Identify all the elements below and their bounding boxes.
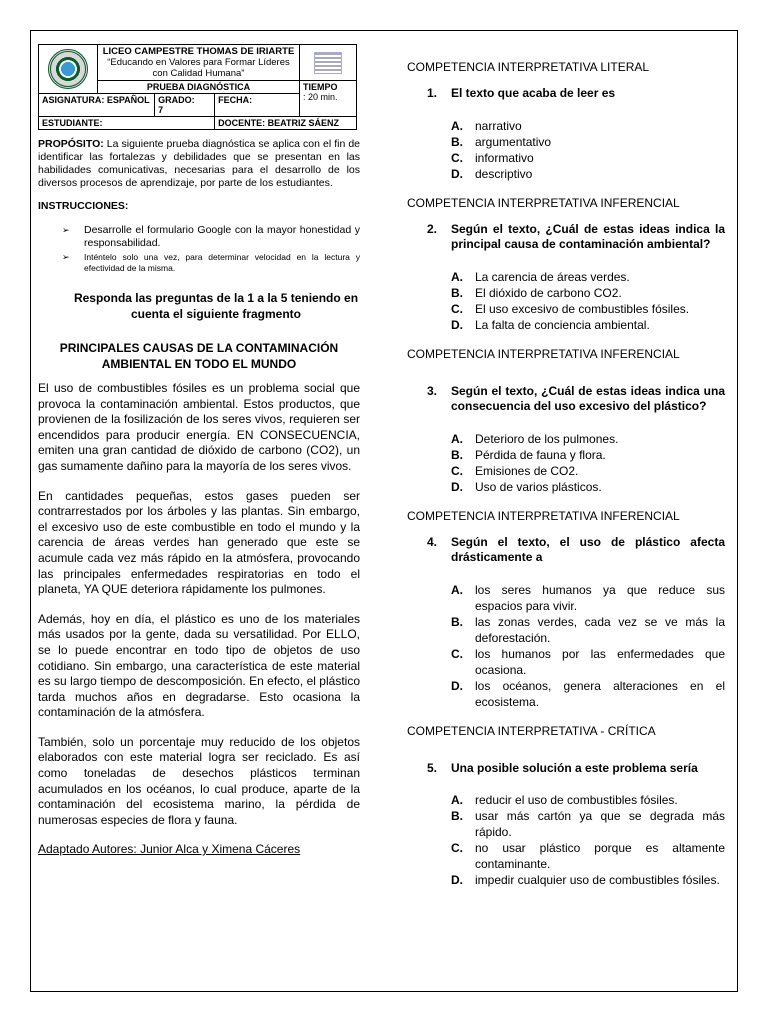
question-1 [407, 86, 725, 102]
reading-paragraph: También, solo un porcentaje muy reducido de los objetos elaborados con este material logra ser reciclado. Es así como toneladas de desechos plásticos terminan acumulados en los océanos, lo cual produce, aparte de la contaminación del ecosistema marino, la pérdida de numerosas especies de flora y fauna. [38, 734, 360, 827]
option-text: descriptivo [475, 166, 533, 181]
school-seal-icon [48, 49, 88, 89]
government-logo-icon [314, 52, 342, 74]
option-text: La falta de conciencia ambiental. [475, 317, 650, 332]
government-logo-cell [300, 45, 357, 81]
right-column [407, 60, 725, 888]
source-credit: Adaptado Autores: Junior Alca y Ximena Cáceres [38, 842, 301, 857]
time-value: : 20 min. [303, 92, 338, 102]
option-letter: A. [451, 118, 463, 133]
option [451, 447, 725, 463]
competency-heading: COMPETENCIA INTERPRETATIVA INFERENCIAL [407, 508, 680, 523]
option [451, 808, 725, 840]
option-text: argumentativo [475, 134, 552, 149]
purpose-label: PROPÓSITO: [38, 138, 104, 150]
option-text: impedir cualquier uso de combustibles fósiles. [475, 873, 720, 887]
option-text: los seres humanos ya que reduce sus espacios para vivir. [475, 582, 725, 613]
question-text: El texto que acaba de leer es [451, 86, 616, 100]
option [451, 678, 725, 710]
option-letter: D. [451, 678, 463, 693]
school-name: LICEO CAMPESTRE THOMAS DE IRIARTE [102, 46, 295, 57]
option [451, 150, 725, 166]
option-letter: C. [451, 463, 463, 478]
school-motto: “Educando en Valores para Formar Líderes con Calidad Humana” [107, 57, 290, 79]
option [451, 840, 725, 872]
question-number: 1. [427, 86, 438, 100]
time-cell [300, 81, 357, 117]
reading-paragraph: El uso de combustibles fósiles es un problema social que provoca la contaminación ambiental. Estos productos, que provienen de la fosilización de los seres vivos, requieren ser encendidos para producir energía. EN CONSECUENCIA, emiten una gran cantidad de dióxido de carbono (CO2), un gas sumamente dañino para la mayoría de los seres vivos. [38, 381, 360, 473]
option [451, 463, 725, 479]
option [451, 646, 725, 678]
option-letter: C. [451, 301, 463, 316]
option-text: El dióxido de carbono CO2. [475, 285, 622, 300]
option-text: no usar plástico porque es altamente contaminante. [475, 841, 725, 871]
option-letter: A. [451, 793, 463, 807]
option-text: narrativo [475, 118, 522, 133]
options-list [407, 431, 725, 495]
grade-value: 7 [158, 105, 164, 115]
option-letter: B. [451, 614, 463, 629]
reading-title: PRINCIPALES CAUSAS DE LA CONTAMINACIÓN AMBIENTAL EN TODO EL MUNDO [59, 341, 339, 371]
option-text: los océanos, genera alteraciones en el ecosistema. [475, 678, 725, 709]
instruction-text: Desarrolle el formulario Google con la mayor honestidad y responsabilidad. [84, 224, 360, 249]
option [451, 582, 725, 614]
reading-paragraph: Además, hoy en día, el plástico es uno de los materiales más usados por la gente, dada su versatilidad. Por ELLO, se lo puede encontrar en todo tipo de objetos de uso cotidiano. Sin embargo, una característica de este material es su largo tiempo de descomposición. En efecto, el plástico tarda muchos años en degradarse. Esto ocasiona la contaminación de la atmósfera. [38, 611, 360, 720]
question-text: Una posible solución a este problema sería [451, 760, 698, 775]
option [451, 792, 725, 808]
option-letter: B. [451, 134, 463, 149]
instructions-title: INSTRUCCIONES: [38, 200, 129, 212]
option-text: Pérdida de fauna y flora. [475, 447, 606, 462]
option [451, 614, 725, 646]
question-2 [407, 222, 725, 253]
option [451, 166, 725, 182]
arrow-bullet-icon: ➢ [62, 225, 70, 235]
option-text: reducir el uso de combustibles fósiles. [475, 793, 678, 807]
option-letter: C. [451, 841, 463, 855]
option [451, 872, 725, 888]
test-name: PRUEBA DIAGNÓSTICA [98, 81, 300, 94]
option-text: usar más cartón ya que se degrada más rápido. [475, 809, 725, 839]
question-text: Según el texto, ¿Cuál de estas ideas indica la principal causa de contaminación ambiental? [451, 221, 725, 251]
option [451, 118, 725, 134]
option-letter: B. [451, 447, 463, 462]
teacher-label: DOCENTE: [218, 118, 266, 128]
option-letter: C. [451, 646, 463, 661]
option [451, 134, 725, 150]
option [451, 285, 725, 301]
school-logo-cell [39, 45, 98, 94]
time-label: TIEMPO [303, 82, 338, 92]
question-number: 2. [427, 221, 438, 236]
grade-label: GRADO: [158, 95, 195, 105]
question-5 [407, 761, 725, 777]
grade-cell [155, 94, 215, 117]
option-letter: C. [451, 150, 463, 165]
option-text: La carencia de áreas verdes. [475, 269, 630, 284]
question-text: Según el texto, ¿Cuál de estas ideas indica una consecuencia del uso excesivo del plástico? [451, 383, 725, 413]
options-list [407, 792, 725, 888]
teacher-name: BEATRIZ SÁENZ [267, 118, 340, 128]
option [451, 301, 725, 317]
options-list [407, 118, 725, 182]
purpose-text: La siguiente prueba diagnóstica se aplica con el fin de identificar las fortalezas y debilidades que se presentan en las habilidades comunicativas, necesarias para el desarrollo de los diversos procesos de aprendizaje, por parte de los estudiantes. [38, 138, 360, 189]
competency-heading: COMPETENCIA INTERPRETATIVA INFERENCIAL [407, 346, 680, 361]
option-letter: D. [451, 873, 463, 887]
option [451, 479, 725, 495]
instruction-text: Inténtelo solo una vez, para determinar velocidad en la lectura y efectividad de la misma. [84, 252, 360, 273]
options-list [407, 269, 725, 333]
reading-paragraph: En cantidades pequeñas, estos gases pueden ser contrarrestados por los árboles y las plantas. Sin embargo, el excesivo uso de este combustible en todo el mundo y la carencia de áreas verdes han generado que este se acumule cada vez más rápido en la atmósfera, provocando las principales enfermedades respiratorias en todo el planeta, YA QUE deteriora rápidamente los pulmones. [38, 488, 360, 597]
instruction-item [62, 252, 360, 274]
student-label: ESTUDIANTE: [39, 117, 215, 130]
option-text: los humanos por las enfermedades que ocasiona. [475, 646, 725, 677]
option [451, 269, 725, 285]
instruction-item [62, 224, 360, 250]
question-3 [407, 384, 725, 415]
school-info [98, 45, 300, 81]
option-letter: B. [451, 809, 463, 823]
question-4 [407, 535, 725, 566]
teacher-cell [215, 117, 357, 130]
competency-heading: COMPETENCIA INTERPRETATIVA LITERAL [407, 60, 650, 74]
competency-heading: COMPETENCIA INTERPRETATIVA - CRÍTICA [407, 723, 656, 738]
instructions-list [38, 224, 360, 274]
options-list [407, 582, 725, 710]
question-number: 5. [427, 760, 438, 775]
competency-heading: COMPETENCIA INTERPRETATIVA INFERENCIAL [407, 195, 680, 210]
date-label: FECHA: [215, 94, 300, 117]
option-text: El uso excesivo de combustibles fósiles. [475, 301, 690, 316]
option [451, 317, 725, 333]
option-text: Emisiones de CO2. [475, 463, 579, 478]
option-letter: A. [451, 431, 463, 446]
option-letter: D. [451, 317, 463, 332]
option-text: Deterioro de los pulmones. [475, 431, 619, 446]
option-letter: A. [451, 582, 463, 597]
question-text: Según el texto, el uso de plástico afecta drásticamente a [451, 534, 725, 564]
question-number: 4. [427, 534, 438, 549]
option-letter: B. [451, 285, 463, 300]
option-letter: A. [451, 269, 463, 284]
subject-label: ASIGNATURA: ESPAÑOL [39, 94, 155, 117]
option-text: informativo [475, 150, 534, 165]
arrow-bullet-icon: ➢ [62, 252, 70, 262]
purpose [38, 138, 360, 190]
left-column [38, 44, 360, 856]
option-text: Uso de varios plásticos. [475, 479, 602, 494]
option-text: las zonas verdes, cada vez se ve más la deforestación. [475, 614, 725, 645]
respond-note: Responda las preguntas de la 1 a la 5 teniendo en cuenta el siguiente fragmento [73, 291, 359, 321]
header-table [38, 44, 357, 130]
option-letter: D. [451, 479, 463, 494]
option [451, 431, 725, 447]
option-letter: D. [451, 166, 463, 181]
question-number: 3. [427, 383, 438, 398]
